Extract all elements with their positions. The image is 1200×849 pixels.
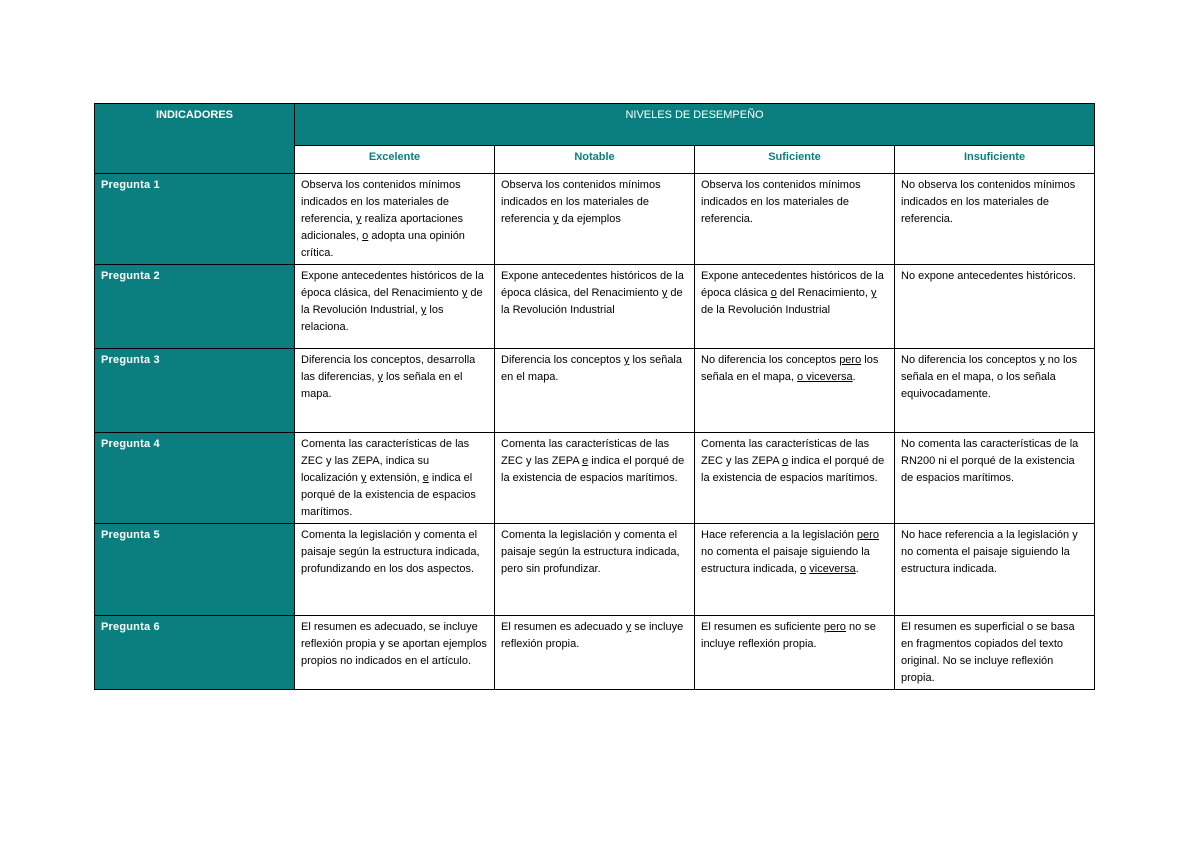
- cell-text: Expone antecedentes históricos de la época clásica: [701, 270, 884, 299]
- cell-insuficiente: [895, 265, 1095, 349]
- level-insuficiente: Insuficiente: [895, 146, 1095, 174]
- underlined-connector: y: [1039, 354, 1045, 366]
- cell-text: extensión,: [366, 472, 423, 484]
- underlined-connector: y: [360, 472, 367, 484]
- cell-insuficiente: [895, 616, 1095, 690]
- cell-text: No hace referencia a la legislación y no comenta el paisaje siguiendo la estructura indicada.: [901, 529, 1078, 575]
- cell-text: Diferencia los conceptos, desarrolla las diferencias,: [301, 354, 476, 383]
- question-label: Pregunta 6: [95, 616, 295, 690]
- question-label: Pregunta 3: [95, 349, 295, 433]
- cell-excelente: [295, 524, 495, 616]
- cell-text: los señala en el mapa.: [301, 371, 463, 400]
- table-row: [95, 265, 1095, 349]
- cell-excelente: [295, 349, 495, 433]
- underlined-connector: y: [623, 354, 630, 366]
- underlined-connector: o: [782, 455, 789, 467]
- cell-text: no comenta el paisaje siguiendo la estructura indicada,: [701, 546, 870, 575]
- cell-text: los señala en el mapa,: [701, 354, 879, 383]
- rubric-table: [94, 103, 1095, 690]
- question-label: Pregunta 4: [95, 433, 295, 524]
- level-suficiente: Suficiente: [695, 146, 895, 174]
- underlined-connector: o: [362, 230, 369, 242]
- cell-text: Diferencia los conceptos: [501, 354, 624, 366]
- cell-text: del Renacimiento,: [776, 287, 872, 299]
- cell-insuficiente: [895, 524, 1095, 616]
- cell-excelente: [295, 616, 495, 690]
- cell-notable: [495, 174, 695, 265]
- underlined-connector: y: [420, 304, 427, 316]
- cell-text: Expone antecedentes históricos de la época clásica, del Renacimiento: [501, 270, 684, 299]
- cell-text: No expone antecedentes históricos.: [901, 270, 1076, 282]
- table-row: [95, 349, 1095, 433]
- cell-notable: [495, 616, 695, 690]
- indicadores-header: INDICADORES: [95, 104, 295, 174]
- underlined-connector: o: [770, 287, 777, 299]
- cell-text: No diferencia los conceptos: [701, 354, 840, 366]
- cell-suficiente: [695, 174, 895, 265]
- cell-text: El resumen es adecuado: [501, 621, 626, 633]
- niveles-header: NIVELES DE DESEMPEÑO: [295, 104, 1095, 146]
- cell-text: realiza aportaciones adicionales,: [301, 213, 464, 242]
- cell-text: los señala en el mapa.: [501, 354, 682, 383]
- table-row: [95, 433, 1095, 524]
- table-row: [95, 524, 1095, 616]
- cell-text: indica el porqué de la existencia de espacios marítimos.: [301, 472, 476, 518]
- underlined-connector: y: [377, 371, 383, 383]
- table-row: [95, 174, 1095, 265]
- cell-text: El resumen es superficial o se basa en fragmentos copiados del texto original. No se incluye reflexión propia.: [901, 621, 1075, 684]
- cell-text: de la Revolución Industrial: [501, 287, 683, 316]
- cell-text: da ejemplos: [558, 213, 621, 225]
- underlined-connector: y: [661, 287, 668, 299]
- level-notable: Notable: [495, 146, 695, 174]
- underlined-connector: y: [625, 621, 632, 633]
- cell-insuficiente: [895, 174, 1095, 265]
- cell-text: indica el porqué de la existencia de espacios marítimos.: [701, 455, 885, 484]
- cell-text: indica el porqué de la existencia de espacios marítimos.: [501, 455, 685, 484]
- cell-suficiente: [695, 616, 895, 690]
- cell-text: Expone antecedentes históricos de la época clásica, del Renacimiento: [301, 270, 484, 299]
- cell-notable: [495, 265, 695, 349]
- cell-text: no se incluye reflexión propia.: [701, 621, 876, 650]
- cell-suficiente: [695, 433, 895, 524]
- cell-suficiente: [695, 524, 895, 616]
- cell-suficiente: [695, 265, 895, 349]
- cell-text: no los señala en el mapa, o los señala equivocadamente.: [901, 354, 1078, 400]
- cell-text: se incluye reflexión propia.: [501, 621, 684, 650]
- underlined-connector: pero: [839, 354, 862, 366]
- header-row: [95, 104, 1095, 146]
- question-label: Pregunta 2: [95, 265, 295, 349]
- cell-text: adopta una opinión crítica.: [301, 230, 465, 259]
- underlined-connector: e: [422, 472, 429, 484]
- cell-excelente: [295, 265, 495, 349]
- cell-text: Comenta la legislación y comenta el paisaje según la estructura indicada, pero sin profundizar.: [501, 529, 680, 575]
- underlined-connector: e: [582, 455, 589, 467]
- underlined-connector: o viceversa: [797, 371, 853, 383]
- cell-text: los relaciona.: [301, 304, 444, 333]
- cell-excelente: [295, 433, 495, 524]
- cell-text: No diferencia los conceptos: [901, 354, 1040, 366]
- cell-text: Observa los contenidos mínimos indicados en los materiales de referencia.: [701, 179, 861, 225]
- cell-text: .: [855, 563, 859, 575]
- cell-insuficiente: [895, 433, 1095, 524]
- cell-text: No observa los contenidos mínimos indicados en los materiales de referencia.: [901, 179, 1076, 225]
- question-label: Pregunta 1: [95, 174, 295, 265]
- cell-text: de la Revolución Industrial: [701, 304, 831, 316]
- underlined-connector: o: [800, 563, 807, 575]
- cell-text: Hace referencia a la legislación: [701, 529, 857, 541]
- cell-insuficiente: [895, 349, 1095, 433]
- cell-text: Comenta las características de las ZEC y las ZEPA, indica su localización: [301, 438, 470, 484]
- underlined-connector: pero: [823, 621, 846, 633]
- cell-text: No comenta las características de la RN200 ni el porqué de la existencia de espacios marítimos.: [901, 438, 1079, 484]
- cell-text: Comenta la legislación y comenta el paisaje según la estructura indicada, profundizando en los dos aspectos.: [301, 529, 480, 575]
- cell-text: El resumen es adecuado, se incluye reflexión propia y se aportan ejemplos propios no indicados en el artículo.: [301, 621, 487, 667]
- underlined-connector: viceversa: [809, 563, 856, 575]
- cell-text: .: [852, 371, 856, 383]
- cell-text: de la Revolución Industrial,: [301, 287, 483, 316]
- table-row: [95, 616, 1095, 690]
- cell-text: El resumen es suficiente: [701, 621, 824, 633]
- underlined-connector: y: [356, 213, 362, 225]
- cell-text: Comenta las características de las ZEC y las ZEPA: [701, 438, 870, 467]
- cell-notable: [495, 524, 695, 616]
- cell-excelente: [295, 174, 495, 265]
- underlined-connector: y: [552, 213, 559, 225]
- underlined-connector: pero: [856, 529, 879, 541]
- cell-text: Observa los contenidos mínimos indicados en los materiales de referencia: [501, 179, 661, 225]
- level-excelente: Excelente: [295, 146, 495, 174]
- underlined-connector: y: [461, 287, 468, 299]
- cell-suficiente: [695, 349, 895, 433]
- cell-text: Observa los contenidos mínimos indicados en los materiales de referencia,: [301, 179, 461, 225]
- cell-notable: [495, 349, 695, 433]
- cell-notable: [495, 433, 695, 524]
- cell-text: Comenta las características de las ZEC y las ZEPA: [501, 438, 670, 467]
- question-label: Pregunta 5: [95, 524, 295, 616]
- underlined-connector: y: [871, 287, 877, 299]
